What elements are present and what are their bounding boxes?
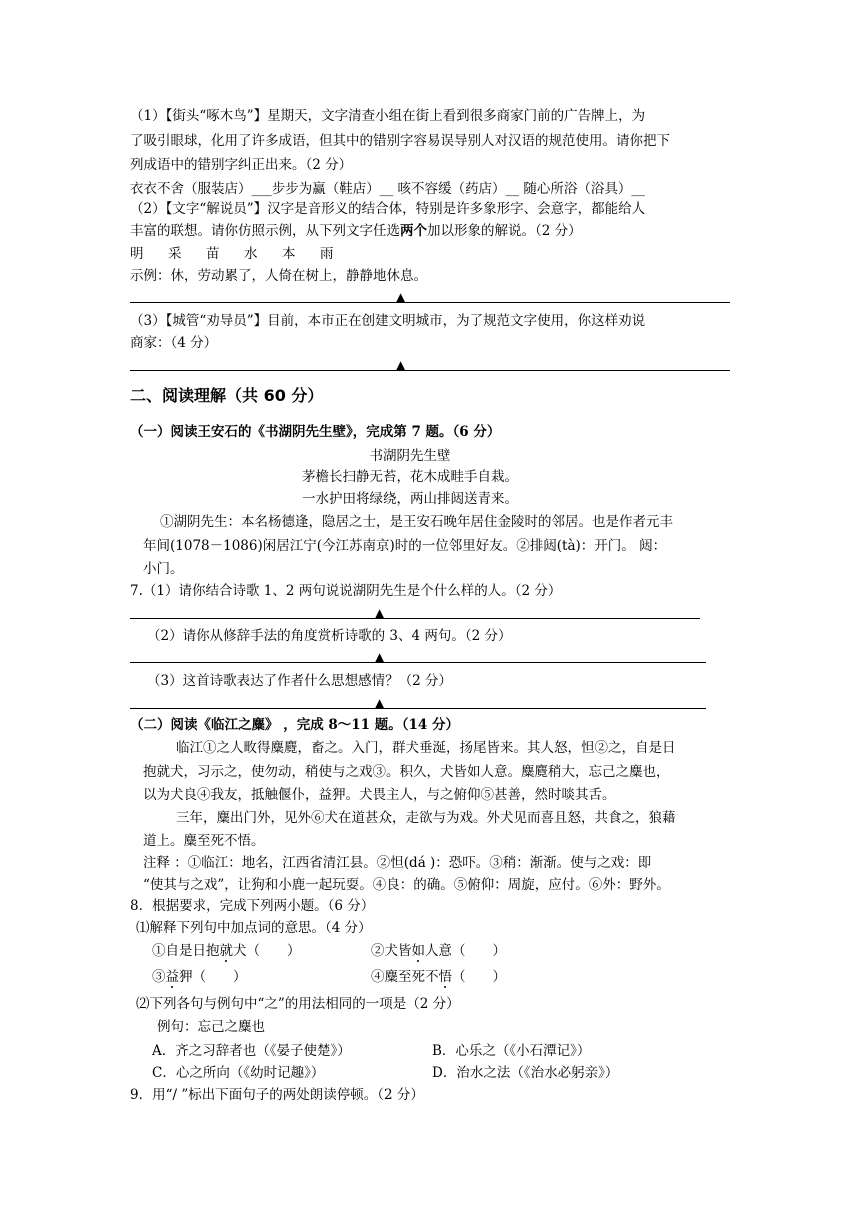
q2-example: 示例：休，劳动累了，人倚在树上，静静地休息。 — [130, 268, 427, 284]
poem-note-3: 小门。 — [143, 561, 184, 577]
q2-line-2: 丰富的联想。请你仿照示例，从下列文字任选两个加以形象的解说。（2 分） — [130, 223, 582, 239]
q1-line-4: 衣衣不舍（服装店）___步步为赢（鞋店）__ 咳不容缓（药店）__ 随心所浴（浴具）__ — [130, 181, 645, 197]
char-4: 水 — [244, 246, 258, 262]
answer-mark: ▲ — [396, 358, 406, 372]
q3-line-1: （3）【城管“劝导员”】目前，本市正在创建文明城市，为了规范文字使用，你这样劝说 — [130, 313, 646, 329]
q1-line-3: 列成语中的错别字纠正出来。（2 分） — [130, 157, 353, 173]
passage-line-5: 道上。麋至死不悟。 — [143, 833, 265, 849]
q3-line-2: 商家：（4 分） — [130, 335, 218, 351]
q8-item-c: ③益狎（ ） — [152, 969, 247, 985]
passage-line-4: 三年，麋出门外，见外⑥犬在道甚众，走欲与为戏。外犬见而喜且怒，共食之，狼藉 — [176, 810, 676, 826]
q7-3: （3）这首诗歌表达了作者什么思想感情？（2 分） — [147, 673, 452, 689]
q8-item-b: ②犬皆如人意（ ） — [371, 943, 506, 959]
part-b-heading: （二）阅读《临江之麋》 ，完成 8～11 题。（14 分） — [130, 717, 460, 733]
passage-note-2: “使其与之戏”，让狗和小鹿一起玩耍。④良：的确。⑤俯仰：周旋，应付。⑥外：野外。 — [143, 877, 670, 893]
char-3: 苗 — [206, 246, 220, 262]
poem-note-2: 年间(1078－1086)闲居江宁(今江苏南京)时的一位邻里好友。②排闼(tà)：开门。 闼： — [143, 538, 667, 554]
answer-line — [130, 662, 706, 663]
passage-line-1: 临江①之人畋得麋麑，畜之。入门，群犬垂涎，扬尾皆来。其人怒，怛②之，自是日 — [176, 740, 676, 756]
q8-item-a: ①自是日抱就犬（ ） — [152, 943, 301, 959]
passage-note-1: 注释 ：①临江：地名，江西省清江县。②怛(dá )：恐吓。③稍：渐渐。使与之戏：即 — [143, 855, 652, 871]
answer-line — [130, 370, 730, 371]
q8-example: 例句：忘己之麋也 — [157, 1019, 265, 1035]
char-2: 采 — [168, 246, 182, 262]
answer-mark: ▲ — [375, 606, 385, 620]
answer-line — [130, 618, 700, 619]
poem-note-1: ①湖阴先生：本名杨德逢，隐居之士，是王安石晚年居住金陵时的邻居。也是作者元丰 — [160, 514, 673, 530]
answer-line — [130, 302, 730, 303]
option-b: B．心乐之（《小石潭记》） — [432, 1043, 591, 1059]
section-2-title: 二、阅读理解（共 60 分） — [130, 386, 324, 405]
q8-1: ⑴解释下列句中加点词的意思。（4 分） — [136, 920, 372, 936]
q8: 8．根据要求，完成下列两小题。（6 分） — [130, 898, 375, 914]
q7-2: （2）请你从修辞手法的角度赏析诗歌的 3、4 两句。（2 分） — [147, 628, 512, 644]
answer-line — [130, 708, 706, 709]
q9: 9．用“/ ”标出下面句子的两处朗读停顿。（2 分） — [130, 1087, 424, 1103]
poem-line-1: 茅檐长扫静无苔，花木成畦手自栽。 — [302, 469, 518, 485]
q8-item-d: ④麋至死不悟（ ） — [371, 969, 506, 985]
q8-2: ⑵下列各句与例句中“之”的用法相同的一项是（2 分） — [136, 996, 460, 1012]
answer-mark: ▲ — [375, 696, 385, 710]
option-a: A．齐之习辞者也（《晏子使楚》） — [152, 1043, 351, 1059]
char-5: 本 — [282, 246, 296, 262]
char-1: 明 — [130, 246, 144, 262]
poem-line-2: 一水护田将绿绕，两山排闼送青来。 — [302, 491, 518, 507]
option-c: C．心之所向（《幼时记趣》） — [152, 1065, 325, 1081]
option-d: D．治水之法（《治水必躬亲》） — [432, 1065, 619, 1081]
part-a-heading: （一）阅读王安石的《书湖阴先生壁》，完成第 7 题。（6 分） — [130, 424, 501, 440]
q2-emphasis: 两个 — [400, 223, 427, 239]
poem-title: 书湖阴先生壁 — [369, 448, 451, 464]
q1-line-1: （1）【街头“啄木鸟”】星期天，文字清查小组在街上看到很多商家门前的广告牌上，为 — [130, 108, 646, 124]
passage-line-2: 抱就犬，习示之，使勿动，稍使与之戏③。积久，犬皆如人意。麋麑稍大，忘己之麋也， — [143, 764, 670, 780]
passage-line-3: 以为犬良④我友，抵触偃仆，益狎。犬畏主人，与之俯仰⑤甚善，然时啖其舌。 — [143, 787, 616, 803]
q7-1: 7.（1）请你结合诗歌 1、2 两句说说湖阴先生是个什么样的人。（2 分） — [130, 583, 562, 599]
char-6: 雨 — [320, 246, 334, 262]
q2-line-1: （2）【文字“解说员”】汉字是音形义的结合体，特别是许多象形字、会意字，都能给人 — [130, 201, 646, 217]
answer-mark: ▲ — [375, 650, 385, 664]
answer-mark: ▲ — [396, 290, 406, 304]
q1-line-2: 了吸引眼球，化用了许多成语，但其中的错别字容易误导别人对汉语的规范使用。请你把下 — [130, 133, 670, 149]
